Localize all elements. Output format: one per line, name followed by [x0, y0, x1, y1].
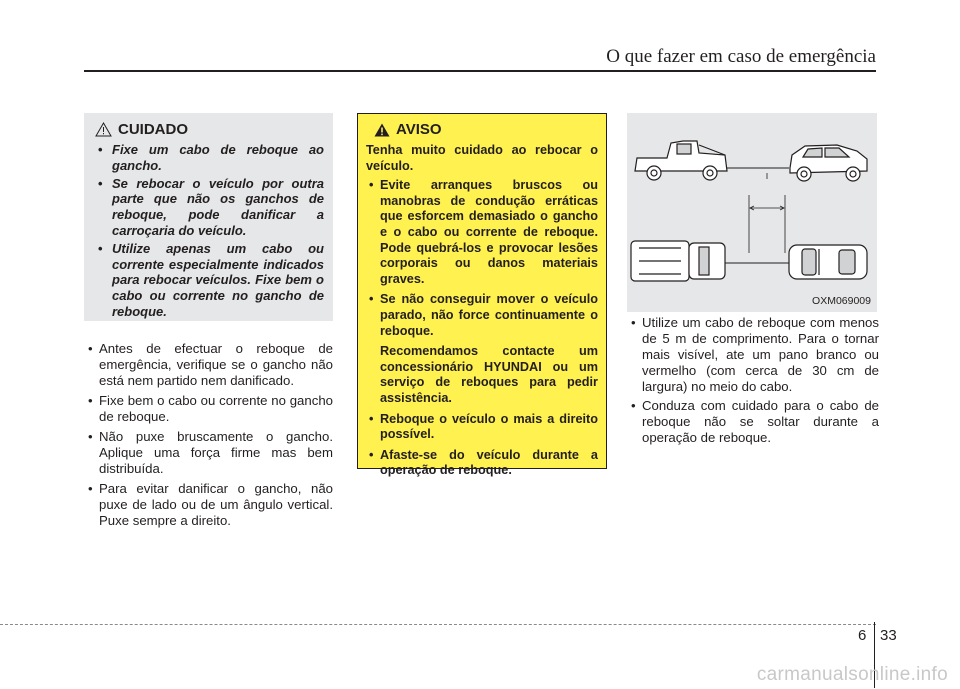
caution-heading [95, 121, 324, 138]
list-item: • Não puxe bruscamente o gancho. Aplique uma força firme mas bem distribuída. [84, 429, 333, 477]
list-item: • Para evitar danificar o gancho, não puxe de lado ou de um ângulo vertical. Puxe sempre a direito. [84, 481, 333, 529]
tow-truck-top [631, 241, 725, 281]
suv-top [789, 245, 867, 279]
warning-item-extra: Recomendamos contacte um concessionário HYUNDAI ou um serviço de reboques para pedir assistência. [380, 344, 598, 405]
page-number: 33 [880, 627, 897, 644]
tow-truck-side [635, 141, 727, 180]
warning-item: • Afaste-se do veículo durante a operação de reboque. [366, 448, 598, 479]
caution-item: • Fixe um cabo de reboque ao gancho. [91, 142, 324, 174]
list-item: • Conduza com cuidado para o cabo de reboque não se soltar durante a operação de reboque. [627, 398, 879, 446]
towing-diagram [627, 113, 877, 312]
warning-item: • Reboque o veículo o mais a direito possível. [366, 412, 598, 443]
list-item: • Antes de efectuar o reboque de emergência, verifique se o gancho não está nem partido nem danificado. [84, 341, 333, 389]
footer-rule [0, 624, 876, 625]
towing-hook-instructions [84, 341, 333, 533]
suv-side [790, 145, 867, 181]
warning-item: • Evite arranques bruscos ou manobras de condução erráticas que esforcem demasiado o gancho e o cabo ou corrente de reboque. Pode quebrá-los e provocar lesões corporais ou danos materiais graves. [366, 178, 598, 287]
warning-icon [374, 123, 390, 137]
watermark: carmanualsonline.info [756, 664, 948, 685]
caution-box [84, 113, 333, 321]
warning-intro: Tenha muito cuidado ao rebocar o veículo. [366, 143, 598, 173]
distance-marker [749, 173, 785, 253]
section-title: O que fazer em caso de emergência [606, 46, 876, 67]
figure-code: OXM069009 [812, 295, 871, 307]
caution-item: • Utilize apenas um cabo ou corrente especialmente indicados para rebocar veículos. Fixe bem o cabo ou corrente no gancho de reboque. [91, 241, 324, 320]
warning-title: AVISO [396, 121, 442, 138]
warning-item [366, 292, 598, 406]
warning-list [366, 178, 598, 479]
towing-illustration [627, 113, 877, 312]
list-item: • Fixe bem o cabo ou corrente no gancho de reboque. [84, 393, 333, 425]
warning-box [357, 113, 607, 478]
section-number: 6 [858, 627, 867, 644]
caution-icon [95, 122, 112, 137]
warning-item-text: Se não conseguir mover o veículo parado, não force continuamente o reboque. [380, 292, 598, 338]
warning-heading [374, 121, 598, 138]
header-rule [84, 70, 876, 72]
caution-list [91, 142, 324, 320]
list-item: • Utilize um cabo de reboque com menos de 5 m de comprimento. Para o tornar mais visível, ate um pano branco ou vermelho (com cerca de 30 cm de largura) no meio do cabo. [627, 315, 879, 395]
caution-title: CUIDADO [118, 121, 188, 138]
towing-cable-instructions [627, 315, 879, 449]
caution-item: • Se rebocar o veículo por outra parte que não os ganchos de reboque, pode danificar a carroçaria do veículo. [91, 176, 324, 239]
